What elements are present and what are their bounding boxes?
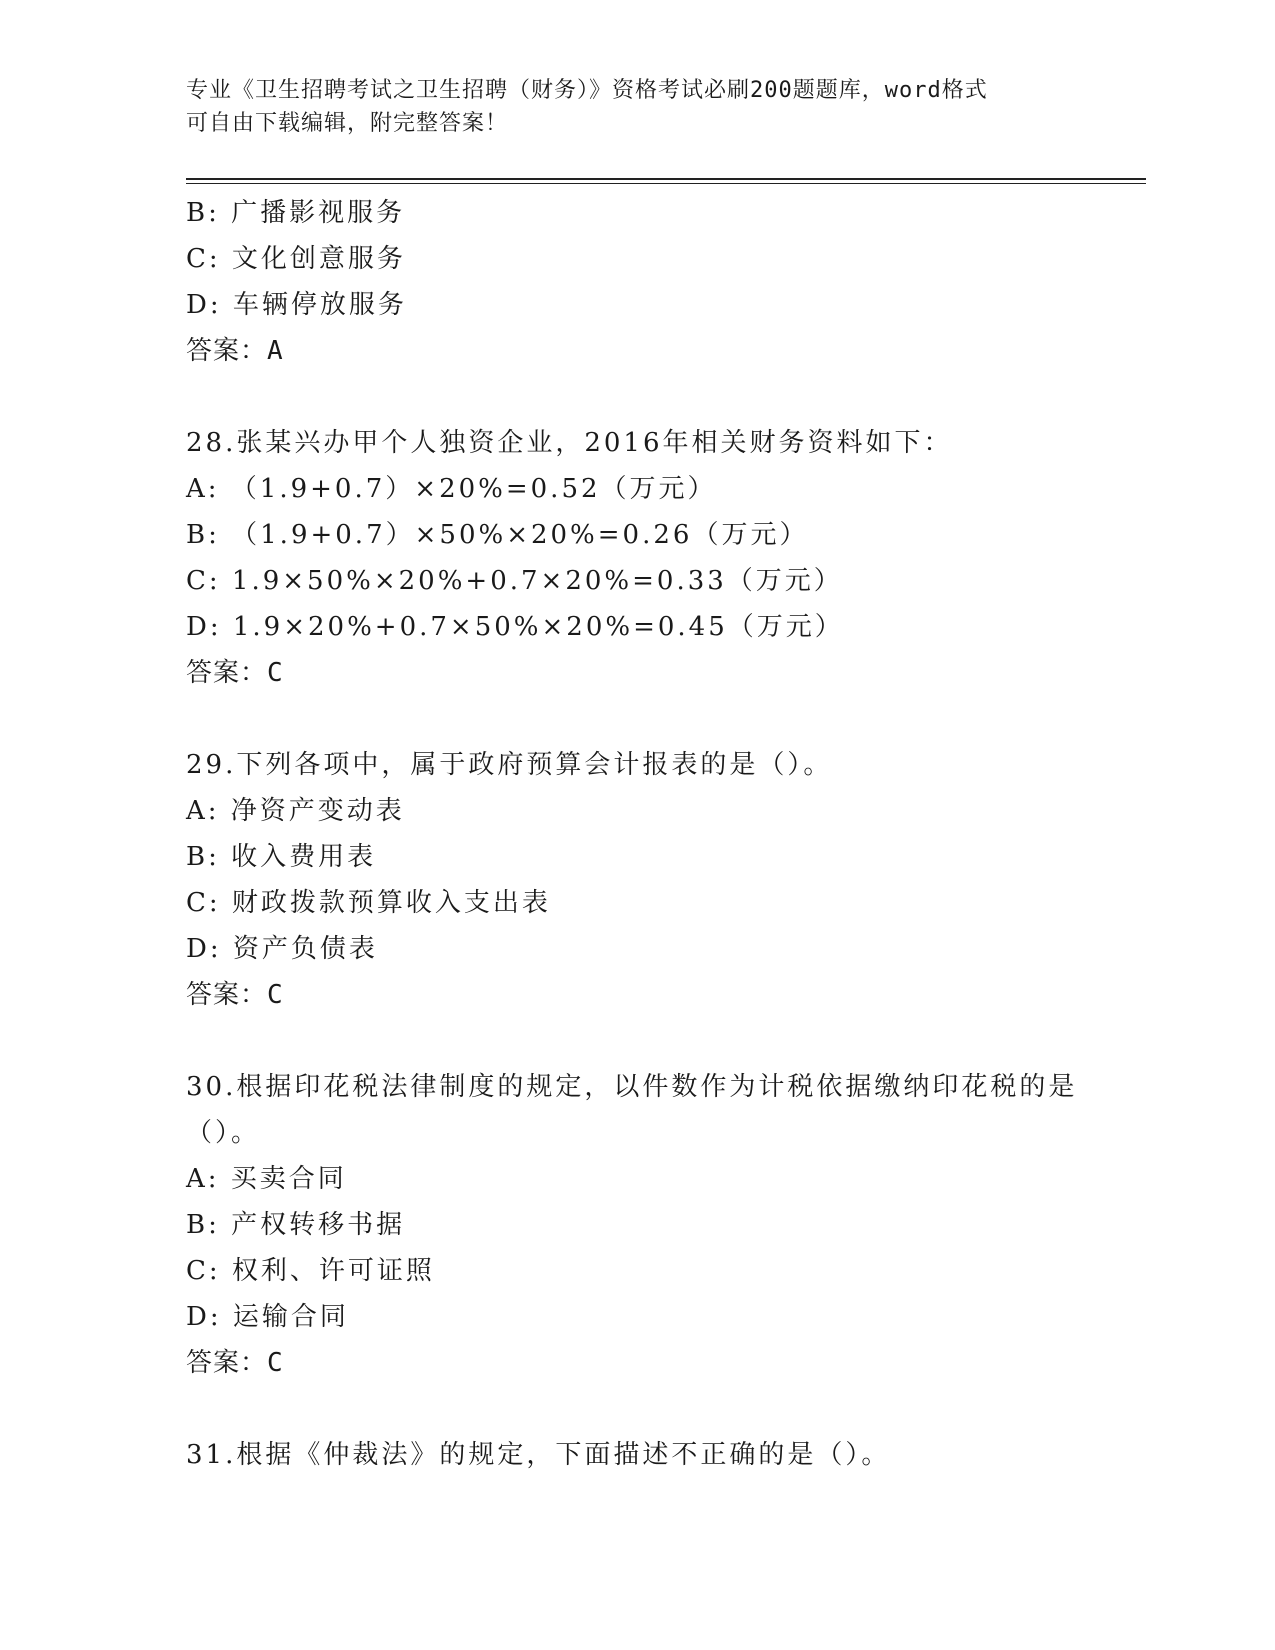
question-stem: 31.根据《仲裁法》的规定，下面描述不正确的是（）。 bbox=[186, 1440, 891, 1470]
answer: 答案：C bbox=[186, 1348, 284, 1378]
question-list bbox=[186, 190, 1086, 1478]
header-line-1: 专业《卫生招聘考试之卫生招聘（财务）》资格考试必刷200题题库，word格式 bbox=[186, 78, 988, 103]
option-c: C: 1.9×50%×20%+0.7×20%=0.33（万元） bbox=[186, 566, 843, 596]
question-stem: 28.张某兴办甲个人独资企业，2016年相关财务资料如下： bbox=[186, 428, 953, 458]
question-stem-line-1: 30.根据印花税法律制度的规定，以件数作为计税依据缴纳印花税的是 bbox=[186, 1072, 1078, 1102]
option-d: D: 1.9×20%+0.7×50%×20%=0.45（万元） bbox=[186, 612, 844, 642]
spacer bbox=[186, 696, 1086, 742]
option-b: B: 收入费用表 bbox=[186, 842, 377, 872]
option-c: C: 文化创意服务 bbox=[186, 244, 406, 274]
question-27-continued bbox=[186, 190, 1086, 374]
option-a: A: （1.9+0.7）×20%=0.52（万元） bbox=[186, 474, 717, 504]
header-line-2: 可自由下载编辑，附完整答案！ bbox=[186, 111, 509, 136]
option-b: B: （1.9+0.7）×50%×20%=0.26（万元） bbox=[186, 520, 809, 550]
header-divider-thick bbox=[186, 178, 1146, 180]
option-d: D: 车辆停放服务 bbox=[186, 290, 407, 320]
question-stem: 29.下列各项中，属于政府预算会计报表的是（）。 bbox=[186, 750, 833, 780]
spacer bbox=[186, 1018, 1086, 1064]
header-divider-thin bbox=[186, 183, 1146, 184]
answer: 答案：C bbox=[186, 658, 284, 688]
question-stem-line-2: （）。 bbox=[186, 1118, 261, 1148]
option-c: C: 权利、许可证照 bbox=[186, 1256, 435, 1286]
question-31 bbox=[186, 1432, 1086, 1478]
option-c: C: 财政拨款预算收入支出表 bbox=[186, 888, 551, 918]
option-a: A: 买卖合同 bbox=[186, 1164, 347, 1194]
question-30 bbox=[186, 1064, 1086, 1386]
question-29 bbox=[186, 742, 1086, 1018]
question-28 bbox=[186, 420, 1086, 696]
option-b: B: 产权转移书据 bbox=[186, 1210, 406, 1240]
option-d: D: 资产负债表 bbox=[186, 934, 378, 964]
option-d: D: 运输合同 bbox=[186, 1302, 349, 1332]
document-header bbox=[186, 74, 1086, 140]
spacer bbox=[186, 1386, 1086, 1432]
answer: 答案：C bbox=[186, 980, 284, 1010]
option-b: B: 广播影视服务 bbox=[186, 198, 406, 228]
option-a: A: 净资产变动表 bbox=[186, 796, 405, 826]
spacer bbox=[186, 374, 1086, 420]
answer: 答案：A bbox=[186, 336, 284, 366]
